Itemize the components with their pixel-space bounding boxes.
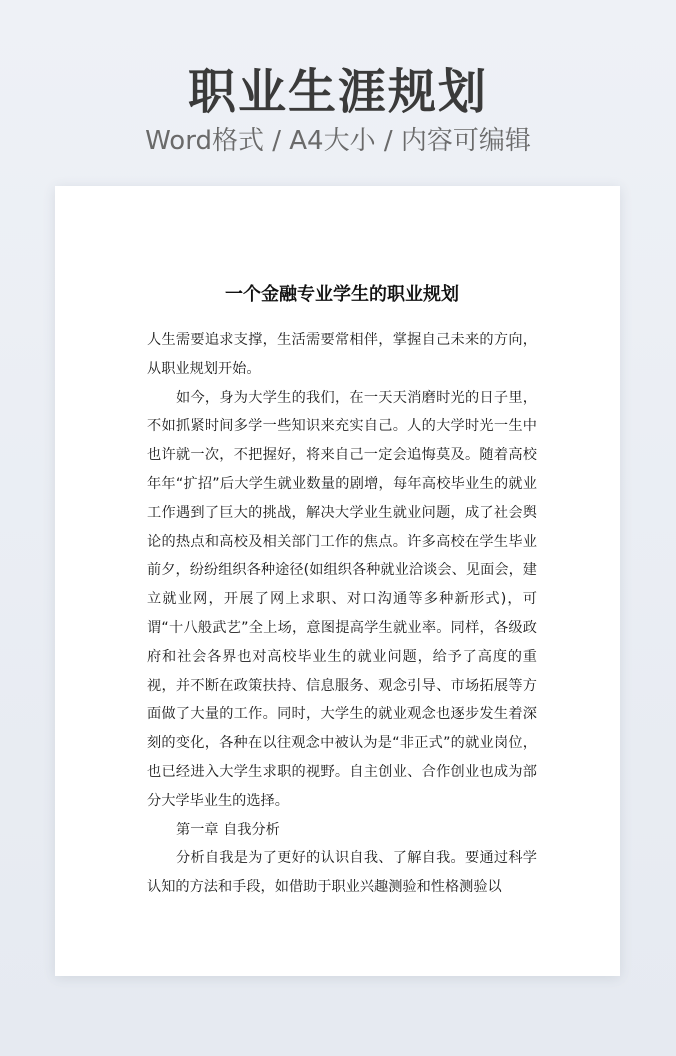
document-body [147,282,537,902]
paragraph: 如今，身为大学生的我们，在一天天消磨时光的日子里，不如抓紧时间多学一些知识来充实自己。人的大学时光一生中也许就一次，不把握好，将来自己一定会追悔莫及。随着高校年年“扩招”后大学生就业数量的剧增，每年高校毕业生的就业工作遇到了巨大的挑战，解决大学业生就业问题，成了社会舆论的热点和高校及相关部门工作的焦点。许多高校在学生毕业前夕，纷纷组织各种途径(如组织各种就业洽谈会、见面会，建立就业网，开展了网上求职、对口沟通等多种新形式)，可谓“十八般武艺”全上场，意图提高学生就业率。同样，各级政府和社会各界也对高校毕业生的就业问题，给予了高度的重视，并不断在政策扶持、信息服务、观念引导、市场拓展等方面做了大量的工作。同时，大学生的就业观念也逐步发生着深刻的变化，各种在以往观念中被认为是“非正式”的就业岗位，也已经进入大学生求职的视野。自主创业、合作创业也成为部分大学毕业生的选择。 [147,389,537,809]
page-title: 职业生涯规划 [187,64,488,120]
page-subtitle: Word格式 / A4大小 / 内容可编辑 [145,126,531,156]
page-header [0,62,676,158]
document-title: 一个金融专业学生的职业规划 [225,284,459,305]
paragraph: 人生需要追求支撑，生活需要常相伴，掌握自己未来的方向，从职业规划开始。 [147,332,537,377]
document-page [55,186,620,976]
paragraph: 分析自我是为了更好的认识自我、了解自我。要通过科学认知的方法和手段，如借助于职业兴趣测验和性格测验以 [147,850,537,896]
chapter-heading: 第一章 自我分析 [176,821,280,838]
